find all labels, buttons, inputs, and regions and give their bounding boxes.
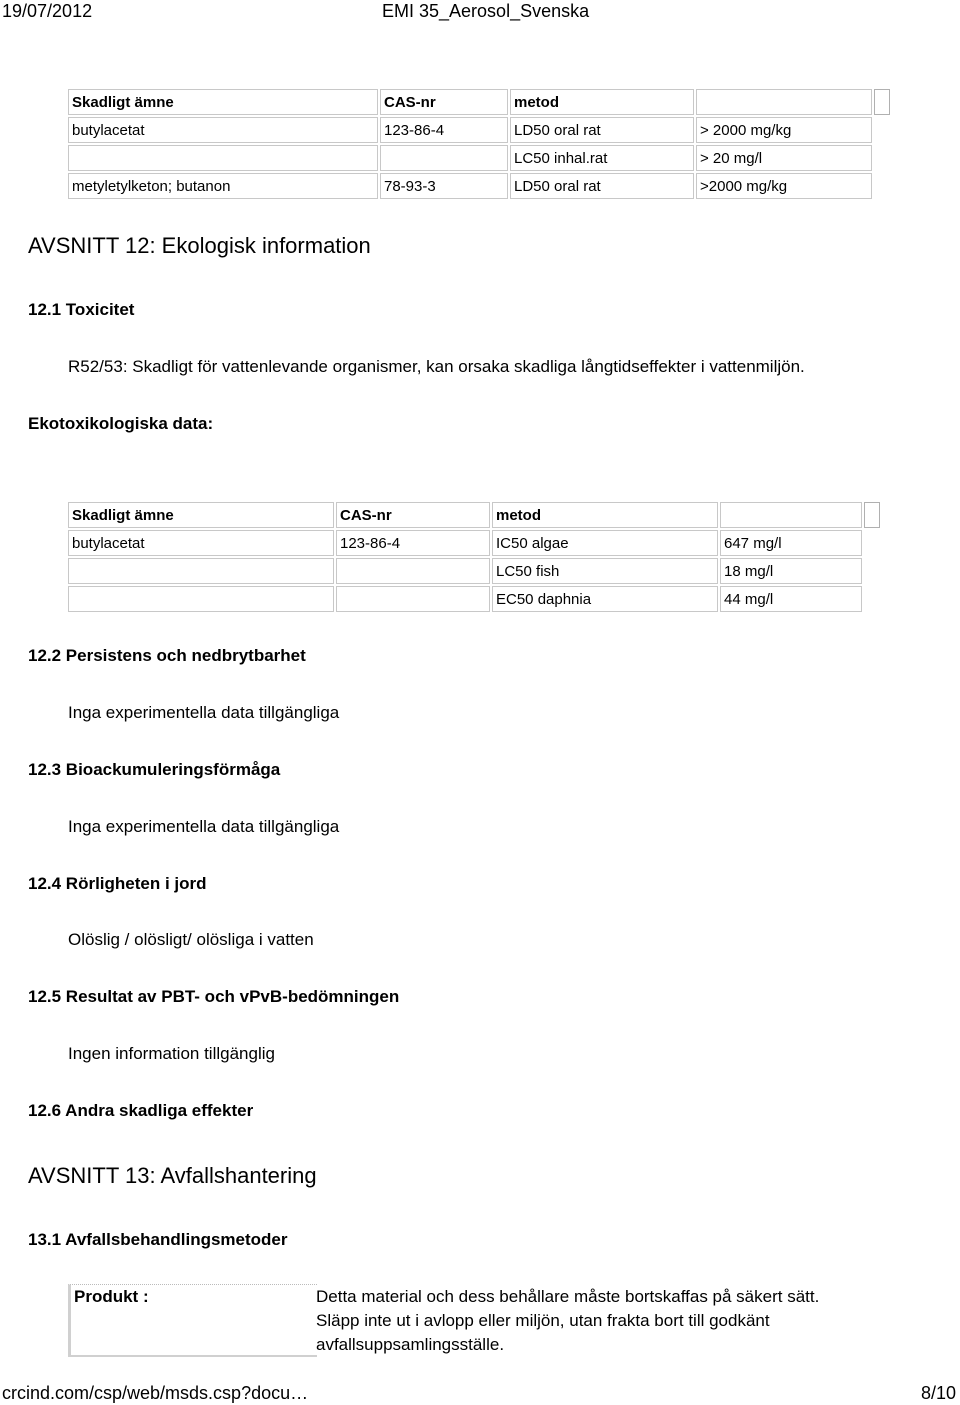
product-disposal-text bbox=[316, 1285, 819, 1357]
cell-method: LD50 oral rat bbox=[510, 117, 694, 143]
cell-value: >2000 mg/kg bbox=[696, 173, 872, 199]
print-date: 19/07/2012 bbox=[2, 1, 93, 21]
subsection-12-1-text: R52/53: Skadligt för vattenlevande organismer, kan orsaka skadliga långtidseffekter i vattenmiljön. bbox=[68, 357, 805, 376]
col-header-method: metod bbox=[510, 89, 694, 115]
empty-cell bbox=[874, 145, 890, 171]
cell-method: EC50 daphnia bbox=[492, 586, 718, 612]
ecotoxicology-table bbox=[66, 500, 882, 614]
cell-method: LC50 fish bbox=[492, 558, 718, 584]
cell-substance: butylacetat bbox=[68, 530, 334, 556]
table-row bbox=[68, 117, 890, 143]
subsection-12-5-title: 12.5 Resultat av PBT- och vPvB-bedömningen bbox=[28, 987, 400, 1006]
cell-substance bbox=[68, 145, 378, 171]
cell-value: > 2000 mg/kg bbox=[696, 117, 872, 143]
table-row bbox=[68, 145, 890, 171]
cell-cas bbox=[336, 586, 490, 612]
section-12-title: AVSNITT 12: Ekologisk information bbox=[28, 233, 371, 258]
cell-cas: 123-86-4 bbox=[380, 117, 508, 143]
subsection-12-5-text: Ingen information tillgänglig bbox=[68, 1044, 275, 1063]
col-header-cas: CAS-nr bbox=[380, 89, 508, 115]
document-title: EMI 35_Aerosol_Svenska bbox=[382, 1, 590, 21]
cell-substance bbox=[68, 558, 334, 584]
cell-method: LD50 oral rat bbox=[510, 173, 694, 199]
col-header-value bbox=[696, 89, 872, 115]
empty-cell bbox=[874, 173, 890, 199]
subsection-12-2-title: 12.2 Persistens och nedbrytbarhet bbox=[28, 646, 306, 665]
toxicology-table bbox=[66, 87, 892, 201]
col-header-cas: CAS-nr bbox=[336, 502, 490, 528]
product-disposal-line: Släpp inte ut i avlopp eller miljön, utan frakta bort till godkänt bbox=[316, 1311, 770, 1330]
cell-substance: metyletylketon; butanon bbox=[68, 173, 378, 199]
subsection-12-1-title: 12.1 Toxicitet bbox=[28, 300, 135, 319]
cell-value: 18 mg/l bbox=[720, 558, 862, 584]
col-header-value bbox=[720, 502, 862, 528]
col-header-substance: Skadligt ämne bbox=[68, 502, 334, 528]
table-row bbox=[68, 586, 880, 612]
cell-method: IC50 algae bbox=[492, 530, 718, 556]
col-header-substance: Skadligt ämne bbox=[68, 89, 378, 115]
table-row bbox=[68, 173, 890, 199]
header-checkbox-cell bbox=[864, 502, 880, 528]
table-row bbox=[68, 558, 880, 584]
subsection-12-3-title: 12.3 Bioackumuleringsförmåga bbox=[28, 760, 281, 779]
section-13-title: AVSNITT 13: Avfallshantering bbox=[28, 1163, 317, 1188]
page-number: 8/10 bbox=[920, 1383, 956, 1403]
product-disposal-line: Detta material och dess behållare måste bortskaffas på säkert sätt. bbox=[316, 1287, 820, 1306]
cell-cas bbox=[336, 558, 490, 584]
subsection-12-2-text: Inga experimentella data tillgängliga bbox=[68, 703, 340, 722]
cell-substance bbox=[68, 586, 334, 612]
table-header-row bbox=[68, 502, 880, 528]
subsection-12-6-title: 12.6 Andra skadliga effekter bbox=[28, 1101, 254, 1120]
empty-cell bbox=[864, 558, 880, 584]
table-row bbox=[68, 530, 880, 556]
empty-cell bbox=[874, 117, 890, 143]
table-header-row bbox=[68, 89, 890, 115]
footer-url: crcind.com/csp/web/msds.csp?docu… bbox=[2, 1383, 309, 1403]
empty-cell bbox=[864, 530, 880, 556]
cell-method: LC50 inhal.rat bbox=[510, 145, 694, 171]
subsection-12-3-text: Inga experimentella data tillgängliga bbox=[68, 817, 340, 836]
product-label: Produkt : bbox=[74, 1287, 149, 1306]
cell-value: 647 mg/l bbox=[720, 530, 862, 556]
ecotox-label: Ekotoxikologiska data: bbox=[28, 414, 214, 433]
cell-substance: butylacetat bbox=[68, 117, 378, 143]
subsection-13-1-title: 13.1 Avfallsbehandlingsmetoder bbox=[28, 1230, 288, 1249]
cell-cas bbox=[380, 145, 508, 171]
cell-value: 44 mg/l bbox=[720, 586, 862, 612]
subsection-12-4-title: 12.4 Rörligheten i jord bbox=[28, 874, 207, 893]
col-header-method: metod bbox=[492, 502, 718, 528]
empty-cell bbox=[864, 586, 880, 612]
subsection-12-4-text: Olöslig / olösligt/ olösliga i vatten bbox=[68, 930, 314, 949]
product-disposal-line: avfallsuppsamlingsställe. bbox=[316, 1335, 505, 1354]
cell-cas: 123-86-4 bbox=[336, 530, 490, 556]
header-checkbox-cell bbox=[874, 89, 890, 115]
cell-value: > 20 mg/l bbox=[696, 145, 872, 171]
cell-cas: 78-93-3 bbox=[380, 173, 508, 199]
